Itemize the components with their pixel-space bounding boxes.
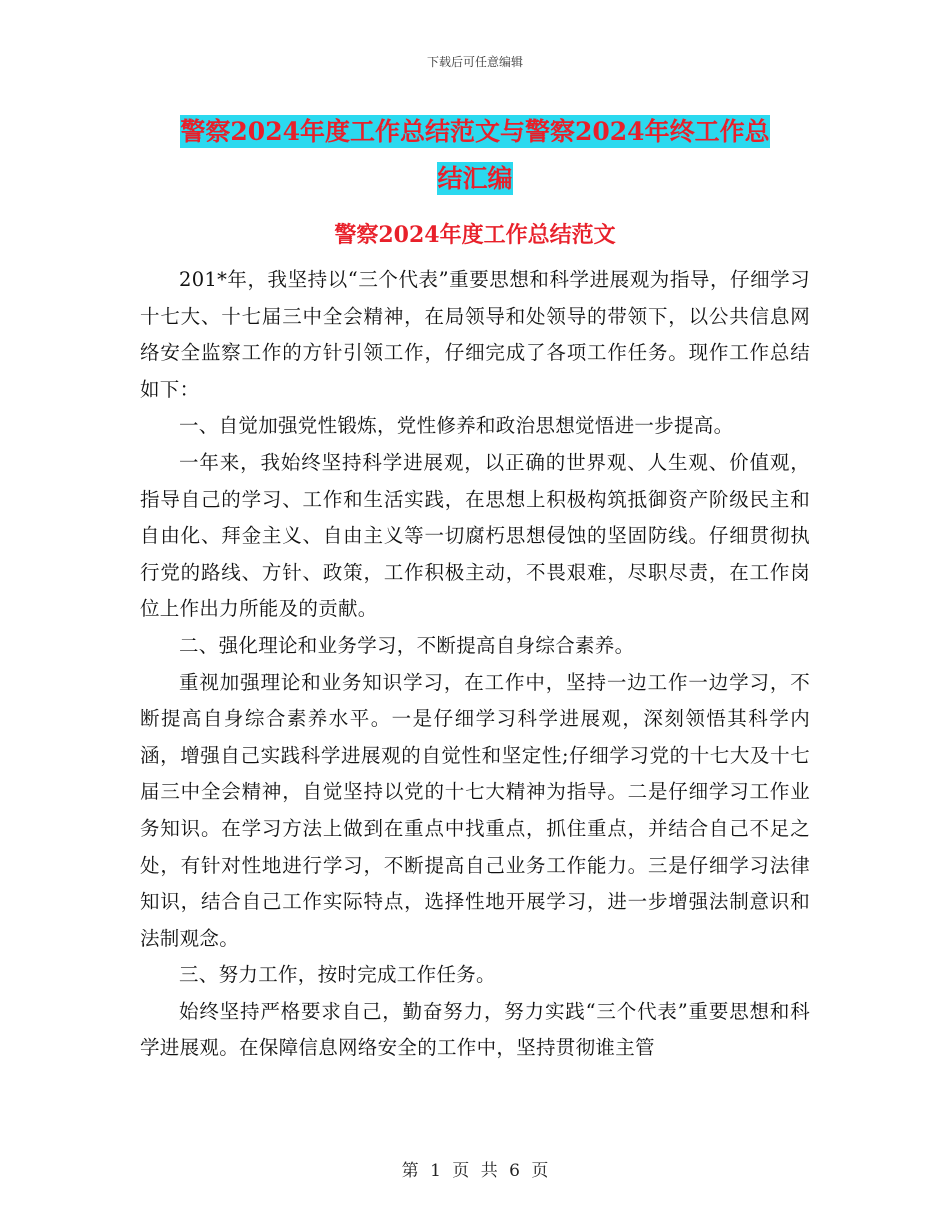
- section-title: 警察2024年度工作总结范文: [334, 222, 616, 248]
- heading-1: 一、自觉加强党性锻炼，党性修养和政治思想觉悟进一步提高。: [179, 414, 734, 438]
- paragraph-1: 一年来，我始终坚持科学进展观，以正确的世界观、人生观、价值观，指导自己的学习、工作和生活实践，在思想上积极构筑抵御资产阶级民主和自由化、拜金主义、自由主义等一切腐朽思想侵蚀的坚固防线。仔细贯彻执行党的路线、方针、政策，工作积极主动，不畏艰难，尽职尽责，在工作岗位上作出力所能及的贡献。: [140, 450, 810, 621]
- header-note: 下载后可任意编辑: [426, 55, 523, 69]
- paragraph-3: 始终坚持严格要求自己，勤奋努力，努力实践“三个代表”重要思想和科学进展观。在保障信息网络安全的工作中，坚持贯彻谁主管: [140, 999, 810, 1060]
- page-footer: 第 1 页 共 6 页: [401, 1161, 549, 1181]
- paragraph-2: 重视加强理论和业务知识学习，在工作中，坚持一边工作一边学习，不断提高自身综合素养水平。一是仔细学习科学进展观，深刻领悟其科学内涵，增强自己实践科学进展观的自觉性和坚定性;仔细学习党的十七大及十七届三中全会精神，自觉坚持以党的十七大精神为指导。二是仔细学习工作业务知识。在学习方法上做到在重点中找重点，抓住重点，并结合自己不足之处，有针对性地进行学习，不断提高自己业务工作能力。三是仔细学习法律知识，结合自己工作实际特点，选择性地开展学习，进一步增强法制意识和法制观念。: [140, 670, 810, 950]
- heading-3: 三、努力工作，按时完成工作任务。: [179, 963, 496, 987]
- document-title: [140, 108, 810, 202]
- heading-2: 二、强化理论和业务学习，不断提高自身综合素养。: [179, 633, 635, 657]
- document-title-line-2: 结汇编: [437, 164, 513, 193]
- body-text: [140, 262, 810, 1067]
- paragraph-intro: 201*年，我坚持以“三个代表”重要思想和科学进展观为指导，仔细学习十七大、十七届三中全会精神，在局领导和处领导的带领下，以公共信息网络安全监察工作的方针引领工作，仔细完成了各项工作任务。现作工作总结如下：: [140, 268, 810, 401]
- document-title-line-1: 警察2024年度工作总结范文与警察2024年终工作总: [180, 117, 770, 146]
